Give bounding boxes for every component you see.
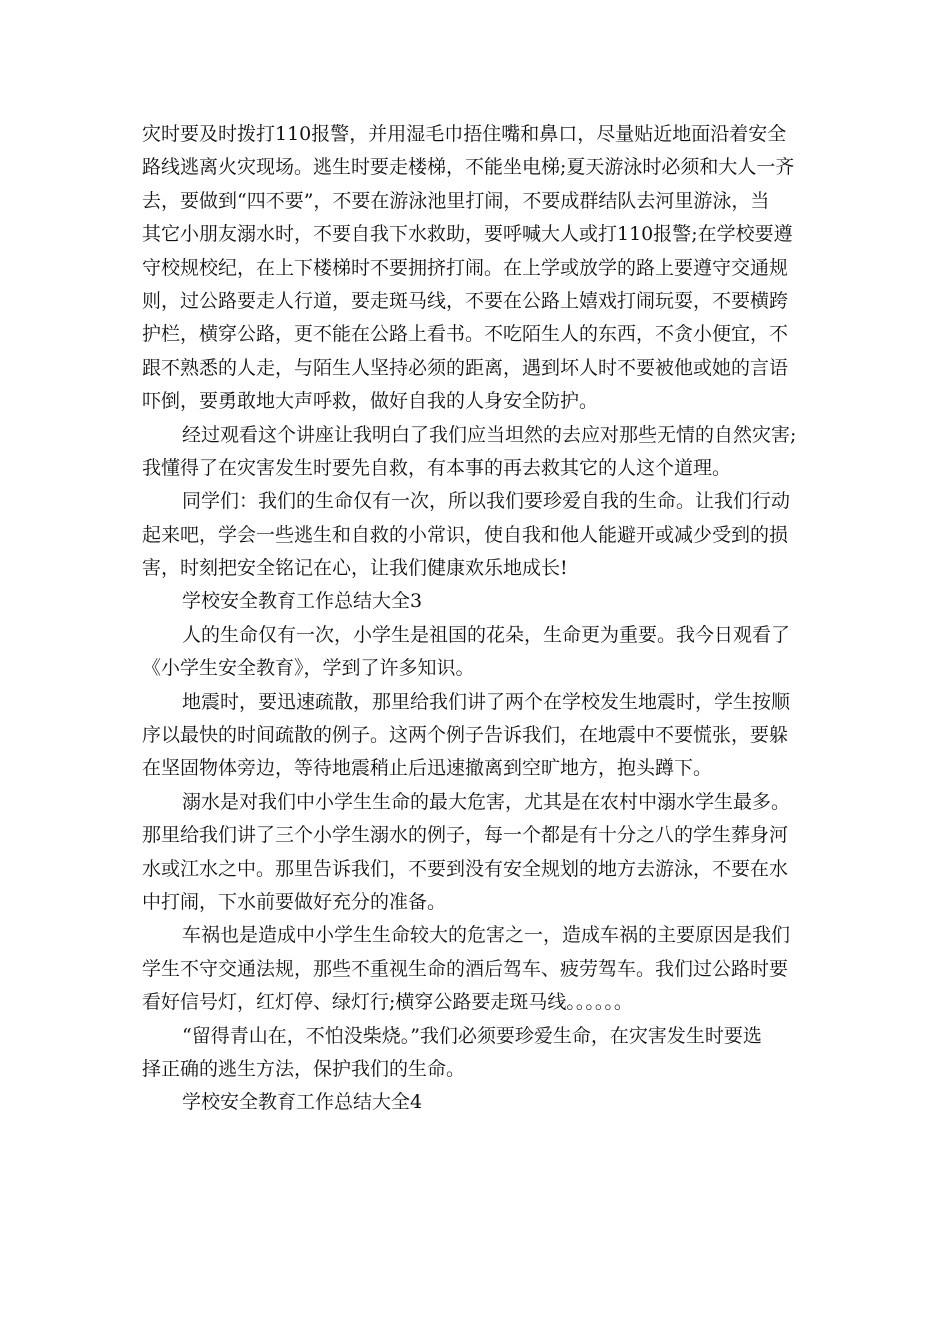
paragraph-line: 护栏，横穿公路，更不能在公路上看书。不吃陌生人的东西，不贪小便宜，不 [142,323,789,346]
paragraph-first-line: 溺水是对我们中小学生生命的最大危害，尤其是在农村中溺水学生最多。 [182,790,791,813]
paragraph-first-line: 人的生命仅有一次，小学生是祖国的花朵，生命更为重要。我今日观看了 [182,623,791,646]
paragraph-first-line: 经过观看这个讲座让我明白了我们应当坦然的去应对那些无情的自然灾害; [182,423,797,446]
paragraph-line: 起来吧，学会一些逃生和自救的小常识，使自我和他人能避开或减少受到的损 [142,523,789,546]
paragraph-first-line: “留得青山在，不怕没柴烧。”我们必须要珍爱生命，在灾害发生时要选 [182,1024,762,1047]
paragraph-first-line: 车祸也是造成中小学生生命较大的危害之一，造成车祸的主要原因是我们 [182,924,791,947]
paragraph-line: 其它小朋友溺水时，不要自我下水救助，要呼喊大人或打110报警;在学校要遵 [142,223,793,246]
paragraph-line: 看好信号灯，红灯停、绿灯行;横穿公路要走斑马线。。。。。。 [142,991,633,1014]
paragraph-first-line: 学校安全教育工作总结大全4 [182,1091,423,1114]
paragraph-first-line: 同学们：我们的生命仅有一次，所以我们要珍爱自我的生命。让我们行动 [182,490,791,513]
document-body [142,118,806,1120]
paragraph-line: 害，时刻把安全铭记在心，让我们健康欢乐地成长! [142,557,568,580]
paragraph-line: 那里给我们讲了三个小学生溺水的例子，每一个都是有十分之八的学生葬身河 [142,824,789,847]
paragraph-line: 则，过公路要走人行道，要走斑马线，不要在公路上嬉戏打闹玩耍，不要横跨 [142,289,789,312]
paragraph-line: 择正确的逃生方法，保护我们的生命。 [142,1057,466,1080]
paragraph-line: 吓倒，要勇敢地大声呼救，做好自我的人身安全防护。 [142,390,599,413]
paragraph-first-line: 地震时，要迅速疏散，那里给我们讲了两个在学校发生地震时，学生按顺 [182,690,791,713]
paragraph-line: 学生不守交通法规，那些不重视生命的酒后驾车、疲劳驾车。我们过公路时要 [142,957,789,980]
paragraph-line: 在坚固物体旁边，等待地震稍止后迅速撤离到空旷地方，抱头蹲下。 [142,757,713,780]
paragraph-line: 《小学生安全教育》，学到了许多知识。 [142,657,475,680]
paragraph-line: 路线逃离火灾现场。逃生时要走楼梯，不能坐电梯;夏天游泳时必须和大人一齐 [142,156,795,179]
paragraph-line: 去，要做到“四不要”，不要在游泳池里打闹，不要成群结队去河里游泳，当 [142,189,770,212]
paragraph-line: 我懂得了在灾害发生时要先自救，有本事的再去救其它的人这个道理。 [142,456,732,479]
paragraph-first-line: 学校安全教育工作总结大全3 [182,590,423,613]
paragraph-line: 水或江水之中。那里告诉我们，不要到没有安全规划的地方去游泳，不要在水 [142,857,789,880]
paragraph-line: 中打闹，下水前要做好充分的准备。 [142,890,447,913]
paragraph-line: 守校规校纪，在上下楼梯时不要拥挤打闹。在上学或放学的路上要遵守交通规 [142,256,789,279]
paragraph-line: 跟不熟悉的人走，与陌生人坚持必须的距离，遇到坏人时不要被他或她的言语 [142,356,789,379]
paragraph-line: 灾时要及时拨打110报警，并用湿毛巾捂住嘴和鼻口，尽量贴近地面沿着安全 [142,123,787,145]
paragraph-line: 序以最快的时间疏散的例子。这两个例子告诉我们，在地震中不要慌张，要躲 [142,724,789,747]
